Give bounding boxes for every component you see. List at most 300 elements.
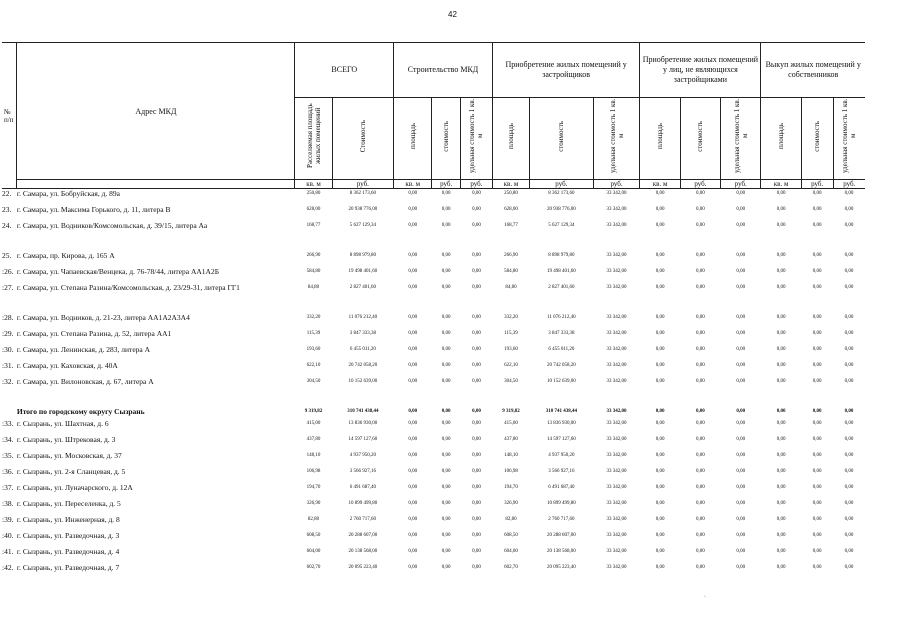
row-value: 0,00 [812, 500, 822, 506]
row-address: г. Сызрань, ул. Московская, д. 37 [16, 450, 122, 460]
row-value: 19 498 401,60 [348, 268, 378, 274]
row-value: 0,00 [655, 420, 665, 426]
row-value: 0,00 [696, 516, 705, 522]
row-value: 0,00 [736, 484, 746, 490]
row-value: 0,00 [655, 500, 665, 506]
row-value: 0,00 [736, 436, 746, 442]
unit-cell: кв. м [295, 180, 332, 189]
row-value: 0,00 [736, 206, 746, 212]
row-value: 20 138 568,00 [348, 548, 378, 554]
row-address: г. Самара, ул. Вилоновская, д. 67, литера А [16, 376, 154, 386]
row-value: 20 095 223,40 [348, 564, 378, 570]
row-value: 0,00 [736, 452, 746, 458]
row-value: 8 898 979,80 [548, 252, 575, 258]
row-value: 33 342,00 [606, 252, 627, 258]
row-value: 82,80 [505, 516, 517, 522]
row-value: 0,00 [640, 189, 680, 205]
row-value: 168,77 [504, 222, 518, 228]
row-value: 11 076 212,40 [547, 314, 576, 320]
row-address: г. Самара, ул. Чапаевская/Венцека, д. 76-78/44, литера АА1А2Б [16, 266, 219, 276]
row-value: 0,00 [844, 222, 854, 228]
row-value: 10 152 639,00 [546, 378, 576, 384]
row-value: 9 319,82 [304, 408, 323, 414]
row-value: 6 491 687,40 [349, 484, 376, 490]
row-value: 0,00 [844, 516, 854, 522]
row-value: 415,00 [306, 420, 321, 426]
row-value: 33 342,00 [606, 222, 627, 228]
row-value: 0,00 [844, 420, 854, 426]
row-value: 33 342,00 [606, 314, 627, 320]
row-address: г. Самара, ул. Бобруйская, д. 89а [17, 189, 295, 205]
row-value: 0,00 [472, 252, 481, 258]
row-address: г. Сызрань, ул. 2-я Сланцевая, д. 5 [16, 466, 126, 476]
row-value: 0,00 [655, 484, 665, 490]
row-number: :30. [2, 344, 14, 354]
row-value: 0,00 [696, 206, 705, 212]
table-row [2, 419, 865, 435]
row-value: 0,00 [812, 516, 822, 522]
row-value: 0,00 [812, 484, 822, 490]
row-value: 266,90 [306, 252, 321, 258]
row-value: 0,00 [776, 452, 786, 458]
row-address: г. Самара, ул. Ленинская, д. 283, литера А [16, 344, 151, 354]
subheader-build-area: площадь [394, 98, 432, 180]
subheader-dev-cost: стоимость [530, 98, 594, 180]
row-value: 0,00 [408, 284, 418, 290]
row-value: 0,00 [776, 222, 786, 228]
row-value: 0,00 [655, 452, 665, 458]
row-address: Итого по городскому округу Сызрань [16, 406, 145, 416]
row-value: 0,00 [655, 378, 665, 384]
row-value: 326,90 [504, 500, 518, 506]
row-value: 0,00 [441, 252, 451, 258]
row-value: 33 342,00 [606, 378, 627, 384]
row-value: 33 342,00 [593, 189, 640, 205]
row-value: 0,00 [441, 408, 451, 414]
row-value: 0,00 [655, 548, 665, 554]
row-value: 0,00 [736, 284, 746, 290]
row-value: 437,80 [306, 436, 321, 442]
row-value: 0,00 [812, 268, 822, 274]
row-value: 0,00 [472, 330, 481, 336]
unit-cell: руб. [332, 180, 394, 189]
row-value: 3 566 927,16 [548, 468, 575, 474]
row-value: 0,00 [408, 268, 418, 274]
row-value: 20 742 058,20 [348, 362, 378, 368]
row-address: г. Самара, пр. Кирова, д. 165 А [16, 250, 115, 260]
unit-cell: руб. [680, 180, 720, 189]
subheader-other-cost: стоимость [680, 98, 720, 180]
row-value: 10 899 499,80 [546, 500, 576, 506]
row-value: 0,00 [472, 468, 481, 474]
row-value: 0,00 [696, 452, 705, 458]
row-value: 0,00 [655, 222, 665, 228]
row-value: 33 342,00 [606, 420, 627, 426]
row-value: 0,00 [812, 378, 822, 384]
row-number: :27. [2, 282, 14, 292]
row-value: 0,00 [776, 532, 786, 538]
row-value: 304,50 [504, 378, 518, 384]
row-value: 304,50 [306, 378, 321, 384]
row-value: 14 597 127,60 [348, 436, 378, 442]
row-value: 0,00 [736, 330, 746, 336]
row-value: 584,80 [306, 268, 321, 274]
row-value: 0,00 [472, 284, 481, 290]
row-value: 0,00 [696, 252, 705, 258]
row-value: 0,00 [655, 362, 665, 368]
row-value: 0,00 [812, 532, 822, 538]
group-header-total: ВСЕГО [295, 43, 394, 98]
row-value: 0,00 [408, 252, 418, 258]
row-value: 6 491 687,40 [548, 484, 575, 490]
row-address: г. Самара, ул. Каховская, д. 40А [16, 360, 118, 370]
row-value: 6 455 011,20 [548, 346, 575, 352]
unit-cell: руб. [461, 180, 493, 189]
row-value: 0,00 [776, 268, 786, 274]
unit-cell: кв. м [492, 180, 529, 189]
row-value: 0,00 [776, 548, 786, 554]
table-row [2, 499, 865, 515]
row-value: 0,00 [696, 500, 705, 506]
row-value: 0,00 [472, 436, 481, 442]
row-value: 0,00 [736, 378, 746, 384]
row-number: :32. [2, 376, 14, 386]
row-value: 0,00 [696, 362, 705, 368]
row-value: 33 342,00 [606, 206, 627, 212]
row-value: 0,00 [408, 468, 418, 474]
row-value: 437,80 [504, 436, 518, 442]
row-value: 0,00 [461, 189, 493, 205]
row-number: :37. [2, 482, 14, 492]
row-value: 33 342,00 [606, 436, 627, 442]
row-value: 0,00 [696, 222, 705, 228]
row-number: :39. [2, 514, 14, 524]
row-value: 0,00 [441, 564, 451, 570]
row-value: 0,00 [696, 548, 705, 554]
table-row [2, 377, 865, 407]
row-value: 0,00 [844, 564, 854, 570]
subheader-build-cost: стоимость [432, 98, 461, 180]
row-value: 0,00 [441, 378, 451, 384]
row-value: 0,00 [844, 408, 854, 414]
row-value: 604,00 [504, 548, 518, 554]
row-value: 0,00 [408, 362, 418, 368]
row-address: г. Самара, ул. Водников, д. 21-23, литера АА1А2А3А4 [16, 312, 190, 322]
row-value: 0,00 [441, 222, 451, 228]
row-value: 5 627 129,34 [349, 222, 376, 228]
row-value: 0,00 [696, 532, 705, 538]
row-address: г. Самара, ул. Степана Разина/Комсомольская, д. 23/29-31, литера ГГ1 [16, 282, 240, 292]
row-value: 193,60 [306, 346, 321, 352]
row-number [2, 407, 17, 419]
row-value: 13 836 930,00 [546, 420, 576, 426]
row-value: 8 362 173,60 [530, 189, 594, 205]
row-number: :42. [2, 562, 14, 572]
row-value: 0,00 [812, 330, 822, 336]
row-value: 8 362 173,60 [332, 189, 394, 205]
row-value: 0,00 [441, 436, 451, 442]
row-number: 24. [2, 220, 12, 230]
row-value: 193,60 [504, 346, 518, 352]
row-value: 0,00 [736, 252, 746, 258]
row-address: г. Сызрань, ул. Инженерная, д. 8 [16, 514, 120, 524]
row-value: 0,00 [812, 222, 822, 228]
row-value: 10 152 639,00 [348, 378, 378, 384]
row-value: 0,00 [736, 222, 746, 228]
row-value: 0,00 [812, 564, 822, 570]
row-value: 3 566 927,16 [349, 468, 376, 474]
row-value: 0,00 [801, 189, 833, 205]
row-address: г. Самара, ул. Степана Разина, д. 52, литера АА1 [16, 328, 172, 338]
row-value: 0,00 [696, 268, 705, 274]
row-value: 20 095 223,40 [546, 564, 576, 570]
row-value: 0,00 [776, 330, 786, 336]
row-value: 0,00 [736, 420, 746, 426]
row-value: 0,00 [736, 268, 746, 274]
row-number: 25. [2, 250, 12, 260]
row-value: 0,00 [736, 548, 746, 554]
row-value: 628,00 [504, 206, 518, 212]
row-value: 602,70 [306, 564, 321, 570]
row-value: 0,00 [408, 564, 418, 570]
row-value: 608,50 [306, 532, 321, 538]
row-value: 0,00 [812, 284, 822, 290]
row-value: 0,00 [844, 346, 854, 352]
row-value: 0,00 [696, 468, 705, 474]
row-value: 0,00 [655, 468, 665, 474]
row-value: 0,00 [844, 532, 854, 538]
unit-cell: кв. м [394, 180, 432, 189]
row-value: 0,00 [655, 408, 665, 414]
row-value: 310 741 438,44 [545, 408, 577, 414]
num-column-header: № п/п [2, 43, 17, 189]
row-value: 0,00 [736, 408, 746, 414]
subheader-build-unit: удельная стоимость 1 кв. м [461, 98, 493, 180]
row-value: 20 138 568,00 [546, 548, 576, 554]
row-value: 0,00 [696, 330, 705, 336]
row-value: 0,00 [812, 436, 822, 442]
row-value: 326,90 [306, 500, 321, 506]
row-value: 0,00 [696, 436, 705, 442]
row-value: 33 342,00 [606, 452, 627, 458]
row-value: 0,00 [761, 189, 801, 205]
row-value: 0,00 [472, 222, 481, 228]
row-value: 0,00 [776, 206, 786, 212]
row-value: 0,00 [408, 206, 418, 212]
row-value: 0,00 [776, 284, 786, 290]
row-number: :36. [2, 466, 14, 476]
row-value: 0,00 [844, 330, 854, 336]
row-value: 33 342,00 [606, 284, 627, 290]
row-value: 0,00 [812, 452, 822, 458]
row-value: 0,00 [844, 484, 854, 490]
row-value: 148,10 [504, 452, 518, 458]
row-value: 0,00 [776, 500, 786, 506]
row-number: 23. [2, 204, 12, 214]
row-value: 106,98 [504, 468, 518, 474]
row-value: 0,00 [655, 268, 665, 274]
row-address: г. Самара, ул. Максима Горького, д. 11, литера В [16, 204, 171, 214]
row-address: г. Сызрань, ул. Разведочная, д. 7 [16, 562, 120, 572]
table-row [2, 221, 865, 251]
row-value: 0,00 [408, 346, 418, 352]
row-value: 0,00 [472, 484, 481, 490]
table-row [2, 189, 865, 205]
row-address: г. Сызрань, ул. Разведочная, д. 3 [16, 530, 120, 540]
row-value: 20 288 607,00 [348, 532, 378, 538]
row-value: 11 076 212,40 [348, 314, 378, 320]
row-address: г. Самара, ул. Водников/Комсомольская, д. 39/15, литера Аа [16, 220, 208, 230]
row-value: 33 342,00 [606, 468, 627, 474]
row-value: 0,00 [408, 378, 418, 384]
row-number: 22. [2, 189, 17, 205]
row-value: 0,00 [441, 206, 451, 212]
resettlement-table [2, 42, 865, 579]
row-value: 3 847 333,38 [548, 330, 575, 336]
row-value: 0,00 [844, 362, 854, 368]
row-value: 0,00 [844, 252, 854, 258]
group-header-non-developer: Приобретение жилых помещений у лиц, не являющихся застройщиками [640, 43, 761, 98]
table-row [2, 451, 865, 467]
row-value: 332,20 [504, 314, 518, 320]
row-number: :35. [2, 450, 14, 460]
row-value: 14 597 127,60 [546, 436, 576, 442]
row-value: 33 342,00 [606, 362, 627, 368]
row-value: 0,00 [844, 268, 854, 274]
row-value: 0,00 [776, 468, 786, 474]
row-value: 0,00 [844, 452, 854, 458]
table-row [2, 467, 865, 483]
table-row [2, 267, 865, 283]
row-value: 0,00 [408, 548, 418, 554]
table-row [2, 547, 865, 563]
row-value: 0,00 [736, 362, 746, 368]
row-value: 0,00 [655, 330, 665, 336]
row-value: 0,00 [472, 206, 481, 212]
row-value: 0,00 [655, 346, 665, 352]
subheader-total-area: Расселяемая площадь жилых помещений [295, 98, 332, 180]
row-value: 0,00 [776, 420, 786, 426]
row-value: 2 827 401,60 [548, 284, 575, 290]
row-value: 0,00 [472, 548, 481, 554]
row-value: 20 288 607,00 [546, 532, 576, 538]
row-value: 0,00 [441, 548, 451, 554]
row-value: 0,00 [812, 548, 822, 554]
row-value: 0,00 [812, 252, 822, 258]
row-value: 33 342,00 [606, 408, 627, 414]
row-number: :29. [2, 328, 14, 338]
row-value: 0,00 [472, 408, 481, 414]
row-value: 0,00 [736, 346, 746, 352]
group-header-construction: Строительство МКД [394, 43, 493, 98]
row-value: 0,00 [655, 564, 665, 570]
row-value: 33 342,00 [606, 564, 627, 570]
row-value: 0,00 [812, 314, 822, 320]
row-value: 0,00 [844, 436, 854, 442]
row-value: 0,00 [680, 189, 720, 205]
row-number: :34. [2, 434, 14, 444]
row-value: 0,00 [408, 532, 418, 538]
row-value: 0,00 [844, 284, 854, 290]
table-row [2, 435, 865, 451]
row-value: 0,00 [408, 314, 418, 320]
row-value: 266,90 [504, 252, 518, 258]
subheader-buyout-area: площадь [761, 98, 801, 180]
row-value: 33 342,00 [606, 516, 627, 522]
group-header-buyout: Выкуп жилых помещений у собственников [761, 43, 865, 98]
row-value: 84,80 [505, 284, 517, 290]
row-value: 115,39 [306, 330, 321, 336]
row-value: 0,00 [736, 532, 746, 538]
row-value: 0,00 [776, 346, 786, 352]
row-value: 33 342,00 [606, 500, 627, 506]
row-value: 0,00 [441, 362, 451, 368]
row-value: 0,00 [736, 564, 746, 570]
row-value: 33 342,00 [606, 484, 627, 490]
table-row [2, 563, 865, 579]
table-row [2, 205, 865, 221]
row-value: 0,00 [655, 436, 665, 442]
row-value: 0,00 [441, 500, 451, 506]
row-value: 0,00 [776, 314, 786, 320]
row-value: 0,00 [833, 189, 865, 205]
row-value: 33 342,00 [606, 330, 627, 336]
row-value: 0,00 [776, 484, 786, 490]
unit-cell: руб. [432, 180, 461, 189]
row-value: 0,00 [696, 420, 705, 426]
row-value: 33 342,00 [606, 268, 627, 274]
subheader-dev-area: площадь [492, 98, 529, 180]
row-value: 2 760 717,60 [548, 516, 575, 522]
row-value: 0,00 [472, 362, 481, 368]
unit-cell: руб. [721, 180, 761, 189]
row-number: :26. [2, 266, 14, 276]
row-address: г. Сызрань, ул. Штрековая, д. 3 [16, 434, 116, 444]
row-value: 0,00 [655, 516, 665, 522]
address-column-header: Адрес МКД [17, 43, 295, 180]
unit-cell: руб. [833, 180, 865, 189]
row-value: 33 342,00 [606, 532, 627, 538]
row-address: г. Сызрань, ул. Луначарского, д. 12А [16, 482, 133, 492]
row-value: 250,80 [492, 189, 529, 205]
row-address: г. Сызрань, ул. Разведочная, д. 4 [16, 546, 120, 556]
subheader-other-area: площадь [640, 98, 680, 180]
total-row [2, 407, 865, 419]
row-value: 0,00 [441, 452, 451, 458]
row-value: 0,00 [441, 468, 451, 474]
row-value: 0,00 [844, 206, 854, 212]
row-value: 0,00 [472, 500, 481, 506]
row-value: 19 498 401,60 [546, 268, 576, 274]
row-value: 622,10 [306, 362, 321, 368]
row-value: 13 836 930,00 [348, 420, 378, 426]
row-value: 0,00 [655, 284, 665, 290]
row-value: 0,00 [812, 206, 822, 212]
row-value: 0,00 [812, 468, 822, 474]
row-value: 0,00 [472, 516, 481, 522]
row-value: 0,00 [736, 314, 746, 320]
row-value: 608,50 [504, 532, 518, 538]
row-value: 0,00 [655, 206, 665, 212]
unit-cell: кв. м [640, 180, 680, 189]
stray-mark: · [704, 594, 706, 600]
row-address: г. Сызрань, ул. Переселенка, д. 5 [16, 498, 121, 508]
row-value: 0,00 [844, 378, 854, 384]
row-value: 0,00 [472, 452, 481, 458]
row-value: 0,00 [844, 314, 854, 320]
row-value: 2 827 401,60 [349, 284, 376, 290]
table-row [2, 313, 865, 329]
